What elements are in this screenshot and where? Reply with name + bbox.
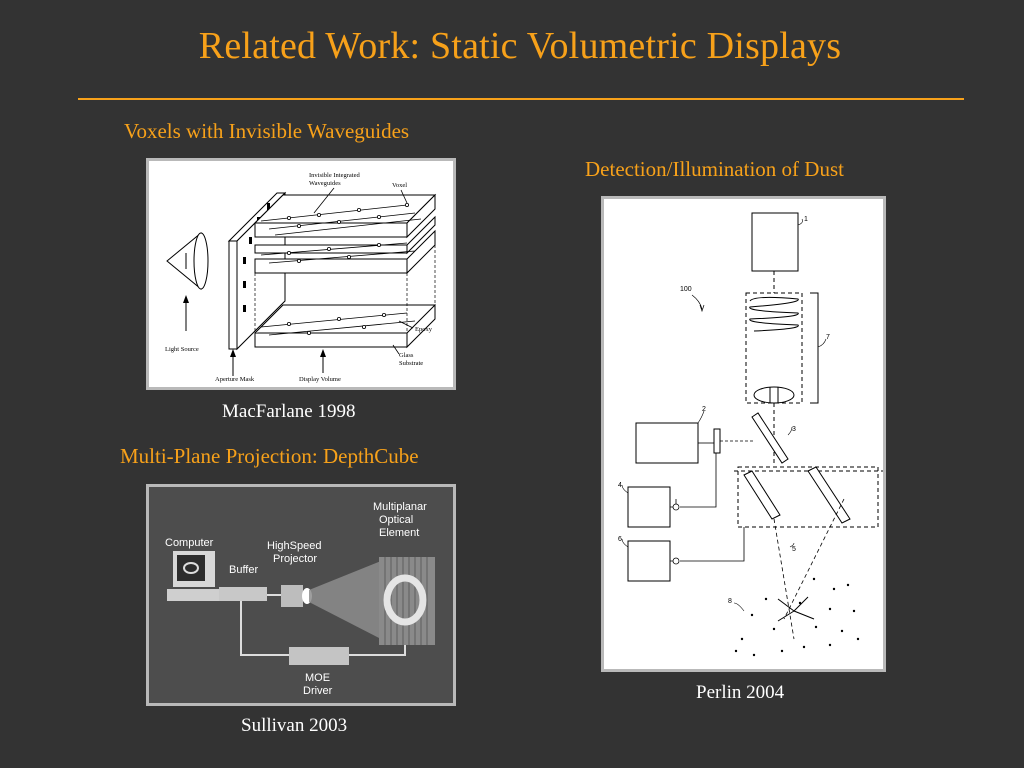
moe-label-line3: Element: [379, 527, 420, 539]
optics-assembly: [746, 271, 818, 465]
waveguide-diagram: [146, 158, 456, 390]
sensor-element: [714, 429, 720, 453]
depthcube-diagram-svg: [149, 487, 453, 703]
display-volume: [255, 195, 435, 347]
label-8: 8: [728, 598, 732, 605]
computer-icon: [167, 551, 221, 601]
part-2-box: [636, 423, 698, 463]
depthcube-heading: Multi-Plane Projection: DepthCube: [120, 444, 419, 468]
part-1-box: [752, 213, 798, 271]
buffer-label: Buffer: [229, 564, 259, 576]
label-7: 7: [826, 334, 830, 341]
light-source-label: Light Source: [165, 346, 199, 353]
part-6-box: [628, 541, 670, 581]
waveguide-diagram-svg: [149, 161, 453, 387]
label-4: 4: [618, 482, 622, 489]
projector-label-line2: Projector: [273, 553, 318, 565]
driver-label-line2: Driver: [303, 685, 333, 697]
waveguides-label-line1: Invisible Integrated: [309, 172, 360, 179]
scatter-arrows: [778, 597, 814, 621]
dust-particles: [735, 578, 859, 656]
voxels-heading: Voxels with Invisible Waveguides: [124, 119, 410, 143]
projector-label-line1: HighSpeed: [267, 540, 322, 552]
label-2: 2: [702, 406, 706, 413]
projector-box: [281, 585, 303, 607]
dust-heading: Detection/Illumination of Dust: [585, 157, 844, 181]
dust-diagram-svg: [604, 199, 883, 669]
mirrors: [734, 413, 883, 527]
glass-label-line2: Substrate: [399, 360, 424, 367]
dust-diagram: [601, 196, 886, 672]
moe-label-line1: Multiplanar: [373, 501, 427, 513]
label-5: 5: [792, 546, 796, 553]
slide-title: Related Work: Static Volumetric Displays: [198, 25, 842, 67]
title-underline: [78, 98, 964, 100]
moe-driver-box: [289, 647, 349, 665]
depthcube-credit: Sullivan 2003: [241, 715, 348, 736]
driver-label-line1: MOE: [305, 672, 331, 684]
waveguides-label-line2: Waveguides: [309, 180, 341, 187]
label-6: 6: [618, 536, 622, 543]
label-100: 100: [680, 286, 692, 293]
voxel-label: Voxel: [392, 182, 408, 189]
moe-stack: [379, 557, 435, 645]
moe-label-line2: Optical: [379, 514, 414, 526]
light-source-cone: [167, 233, 208, 289]
label-1: 1: [804, 216, 808, 223]
buffer-box: [219, 587, 267, 601]
dust-credit: Perlin 2004: [696, 682, 785, 703]
computer-label: Computer: [165, 537, 214, 549]
epoxy-label: Epoxy: [415, 326, 432, 333]
glass-label-line1: Glass: [399, 352, 414, 359]
depthcube-diagram: [146, 484, 456, 706]
part-4-box: [628, 487, 670, 527]
display-volume-label: Display Volume: [299, 376, 341, 383]
label-3: 3: [792, 426, 796, 433]
voxels-credit: MacFarlane 1998: [222, 401, 356, 422]
aperture-mask-label: Aperture Mask: [215, 376, 255, 383]
